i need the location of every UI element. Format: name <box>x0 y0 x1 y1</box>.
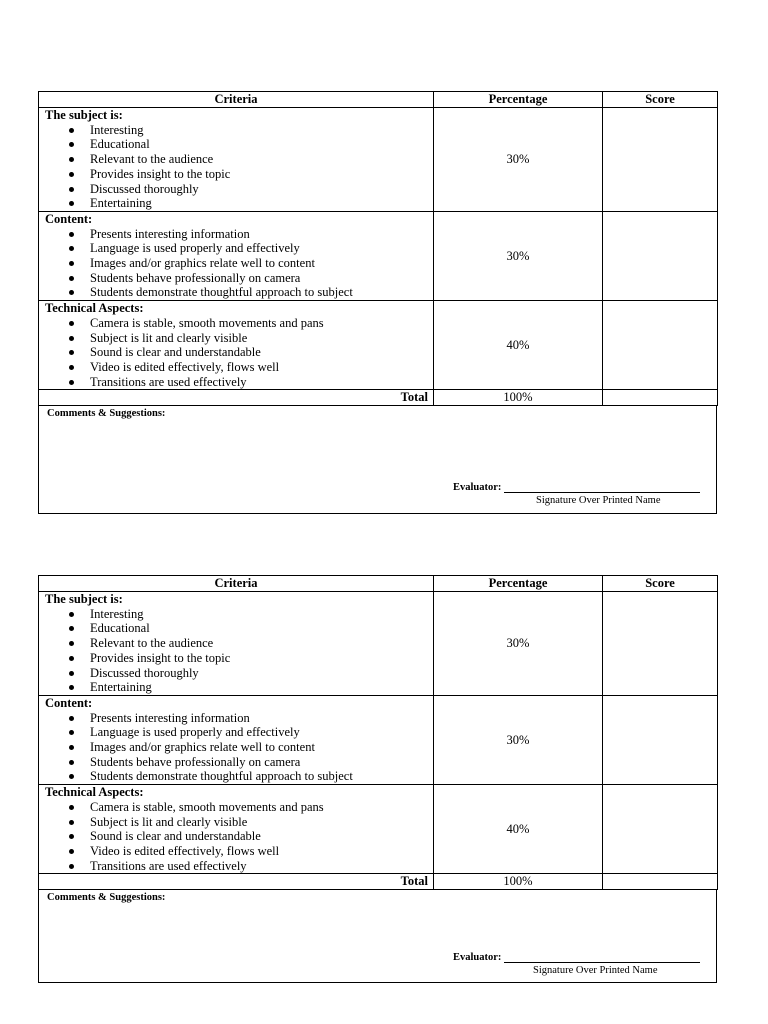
criteria-cell <box>39 108 434 212</box>
criteria-header: Criteria <box>39 92 434 108</box>
rubric-form-1 <box>38 91 717 514</box>
percentage-header: Percentage <box>434 92 603 108</box>
percentage-cell: 30% <box>434 592 603 696</box>
section-title: Content: <box>45 695 93 710</box>
section-row-subject <box>39 108 718 212</box>
criteria-cell <box>39 785 434 874</box>
evaluator-field <box>453 481 700 493</box>
list-item: Images and/or graphics relate well to content <box>90 740 433 755</box>
list-item: Interesting <box>90 123 433 138</box>
total-label: Total <box>39 874 434 890</box>
percentage-cell: 40% <box>434 301 603 390</box>
list-item: Provides insight to the topic <box>90 651 433 666</box>
criteria-list <box>39 227 433 301</box>
section-row-technical <box>39 785 718 874</box>
percentage-cell: 40% <box>434 785 603 874</box>
list-item: Subject is lit and clearly visible <box>90 815 433 830</box>
list-item: Presents interesting information <box>90 227 433 242</box>
total-score-cell[interactable] <box>603 390 718 406</box>
criteria-list <box>39 607 433 695</box>
score-cell[interactable] <box>603 301 718 390</box>
header-row <box>39 576 718 592</box>
evaluator-field <box>453 951 700 963</box>
list-item: Language is used properly and effectively <box>90 725 433 740</box>
percentage-cell: 30% <box>434 211 603 300</box>
rubric-table <box>38 91 718 406</box>
list-item: Transitions are used effectively <box>90 859 433 874</box>
score-cell[interactable] <box>603 695 718 784</box>
criteria-cell <box>39 301 434 390</box>
comments-box[interactable] <box>38 406 717 514</box>
total-row <box>39 874 718 890</box>
signature-line[interactable] <box>504 481 700 493</box>
rubric-table <box>38 575 718 890</box>
list-item: Camera is stable, smooth movements and pans <box>90 316 433 331</box>
list-item: Sound is clear and understandable <box>90 829 433 844</box>
criteria-list <box>39 800 433 874</box>
signature-caption: Signature Over Printed Name <box>533 965 658 977</box>
total-percentage: 100% <box>434 874 603 890</box>
criteria-cell <box>39 695 434 784</box>
criteria-cell <box>39 592 434 696</box>
list-item: Presents interesting information <box>90 711 433 726</box>
score-cell[interactable] <box>603 592 718 696</box>
list-item: Students demonstrate thoughtful approach to subject <box>90 769 433 784</box>
comments-label: Comments & Suggestions: <box>47 408 166 420</box>
list-item: Students behave professionally on camera <box>90 271 433 286</box>
signature-line[interactable] <box>504 951 700 963</box>
list-item: Discussed thoroughly <box>90 182 433 197</box>
list-item: Students behave professionally on camera <box>90 755 433 770</box>
header-row <box>39 92 718 108</box>
list-item: Images and/or graphics relate well to content <box>90 256 433 271</box>
list-item: Educational <box>90 621 433 636</box>
section-title: Technical Aspects: <box>45 785 144 800</box>
percentage-cell: 30% <box>434 108 603 212</box>
score-header: Score <box>603 92 718 108</box>
criteria-list <box>39 123 433 211</box>
list-item: Subject is lit and clearly visible <box>90 331 433 346</box>
list-item: Video is edited effectively, flows well <box>90 360 433 375</box>
list-item: Provides insight to the topic <box>90 167 433 182</box>
criteria-list <box>39 316 433 390</box>
list-item: Relevant to the audience <box>90 636 433 651</box>
section-row-technical <box>39 301 718 390</box>
list-item: Relevant to the audience <box>90 152 433 167</box>
score-header: Score <box>603 576 718 592</box>
list-item: Students demonstrate thoughtful approach to subject <box>90 285 433 300</box>
list-item: Transitions are used effectively <box>90 375 433 390</box>
list-item: Educational <box>90 137 433 152</box>
list-item: Entertaining <box>90 680 433 695</box>
section-title: Content: <box>45 211 93 226</box>
list-item: Language is used properly and effectively <box>90 241 433 256</box>
evaluator-label: Evaluator: <box>453 482 502 494</box>
score-cell[interactable] <box>603 211 718 300</box>
total-score-cell[interactable] <box>603 874 718 890</box>
percentage-header: Percentage <box>434 576 603 592</box>
comments-box[interactable] <box>38 890 717 983</box>
total-row <box>39 390 718 406</box>
section-row-subject <box>39 592 718 696</box>
total-label: Total <box>39 390 434 406</box>
section-title: The subject is: <box>45 592 123 606</box>
score-cell[interactable] <box>603 108 718 212</box>
list-item: Sound is clear and understandable <box>90 345 433 360</box>
rubric-form-2 <box>38 575 717 983</box>
criteria-header: Criteria <box>39 576 434 592</box>
section-title: The subject is: <box>45 108 123 122</box>
section-title: Technical Aspects: <box>45 301 144 316</box>
comments-label: Comments & Suggestions: <box>47 892 166 904</box>
criteria-cell <box>39 211 434 300</box>
percentage-cell: 30% <box>434 695 603 784</box>
total-percentage: 100% <box>434 390 603 406</box>
signature-caption: Signature Over Printed Name <box>536 495 661 507</box>
list-item: Camera is stable, smooth movements and pans <box>90 800 433 815</box>
section-row-content <box>39 211 718 300</box>
evaluator-label: Evaluator: <box>453 952 502 964</box>
list-item: Interesting <box>90 607 433 622</box>
list-item: Video is edited effectively, flows well <box>90 844 433 859</box>
score-cell[interactable] <box>603 785 718 874</box>
list-item: Discussed thoroughly <box>90 666 433 681</box>
section-row-content <box>39 695 718 784</box>
criteria-list <box>39 711 433 785</box>
list-item: Entertaining <box>90 196 433 211</box>
